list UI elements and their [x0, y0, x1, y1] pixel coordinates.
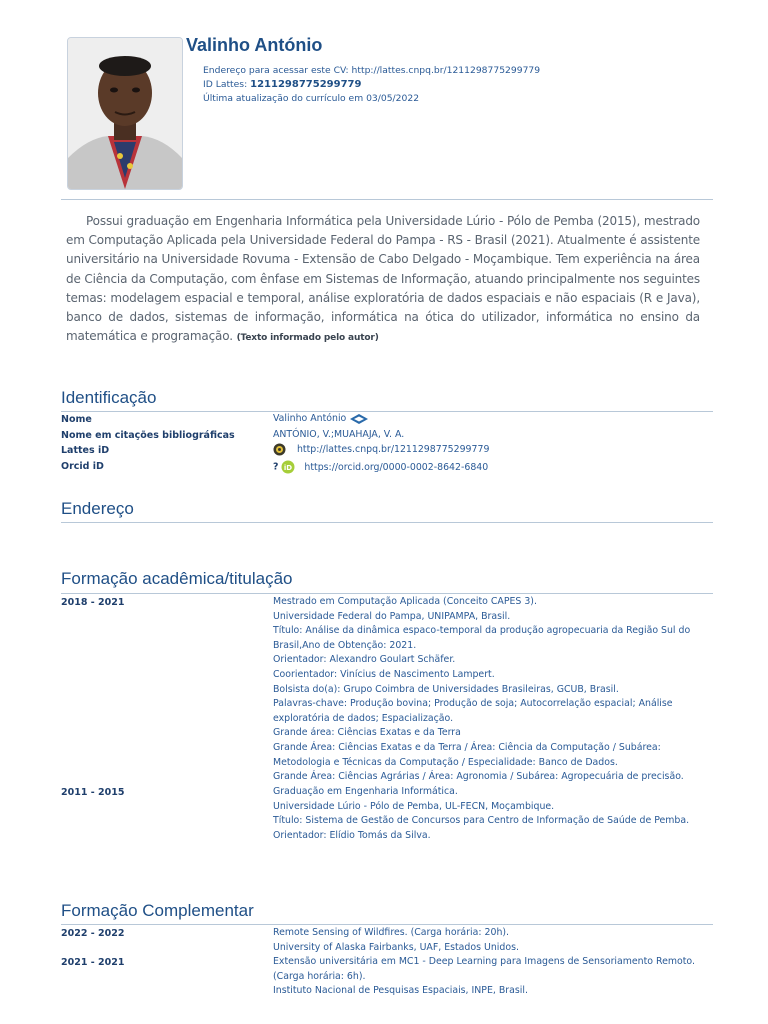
label-orcid-id: Orcid iD	[61, 461, 104, 472]
complementar-entry	[273, 955, 713, 999]
section-title-identificacao: Identificação	[61, 388, 157, 407]
section-title-complementar: Formação Complementar	[61, 901, 254, 920]
last-update: Última atualização do currículo em 03/05/2022	[203, 93, 420, 104]
complementar-line: (Carga horária: 6h).	[273, 970, 366, 982]
person-portrait-image	[68, 38, 182, 189]
formacao-line: Grande Área: Ciências Agrárias / Área: Agronomia / Subárea: Agropecuária de precisão.	[273, 771, 684, 783]
complementar-period: 2021 - 2021	[61, 957, 125, 968]
section-divider	[61, 924, 713, 925]
lattes-id-label: ID Lattes:	[203, 79, 251, 90]
profile-name: Valinho António	[186, 35, 323, 55]
value-citacoes: ANTÓNIO, V.;MUAHAJA, V. A.	[273, 429, 405, 440]
formacao-line: Título: Análise da dinâmica espaco-temporal da produção agropecuaria da Região Sul do	[273, 625, 691, 637]
formacao-line: Grande Área: Ciências Exatas e da Terra / Área: Ciência da Computação / Subárea:	[273, 741, 661, 753]
lattes-logo-icon	[273, 443, 286, 456]
formacao-line: Brasil,Ano de Obtenção: 2021.	[273, 639, 417, 651]
cnpq-logo-icon	[349, 413, 369, 425]
complementar-line: Extensão universitária em MC1 - Deep Learning para Imagens de Sensoriamento Remoto.	[273, 956, 695, 967]
complementar-line: Instituto Nacional de Pesquisas Espaciais, INPE, Brasil.	[273, 985, 528, 997]
section-divider	[61, 593, 713, 594]
cv-address-link[interactable]: Endereço para acessar este CV: http://lattes.cnpq.br/1211298775299779	[203, 65, 541, 76]
section-title-formacao: Formação acadêmica/titulação	[61, 569, 293, 588]
orcid-prefix: ?	[273, 461, 279, 473]
resumo-author-tag: (Texto informado pelo autor)	[236, 333, 379, 344]
formacao-line: Orientador: Elídio Tomás da Silva.	[273, 829, 431, 841]
formacao-entry	[273, 595, 713, 785]
section-divider	[61, 522, 713, 523]
label-nome: Nome	[61, 414, 92, 425]
formacao-line: Graduação em Engenharia Informática.	[273, 786, 458, 797]
cv-meta	[203, 64, 540, 106]
formacao-line: exploratória de dados; Espacialização.	[273, 712, 454, 724]
complementar-line: Remote Sensing of Wildfires. (Carga horária: 20h).	[273, 927, 510, 938]
formacao-line: Universidade Lúrio - Pólo de Pemba, UL-FECN, Moçambique.	[273, 800, 555, 812]
formacao-line: Título: Sistema de Gestão de Concursos para Centro de Informação de Saúde de Pemba.	[273, 815, 690, 827]
formacao-line: Palavras-chave: Produção bovina; Produção de soja; Autocorrelação espacial; Análise	[273, 698, 673, 710]
value-nome-text: Valinho António	[273, 413, 347, 424]
label-lattes-id: Lattes iD	[61, 445, 110, 456]
resumo-text: Possui graduação em Engenharia Informática pela Universidade Lúrio - Pólo de Pemba (2015), mestrado em Computação Aplicada pela Universidade Federal do Pampa - RS - Brasil (2021). Atualmente é assistente universitário na Universidade Rovuma - Extensão de Cabo Delgado - Moçambique. Tem experiência na área de Ciência da Computação, com ênfase em Sistemas de Informação, atuando principalmente nos seguintes temas: modelagem espacial e temporal, análise exploratória de dados espaciais e não espaciais (R e Java), banco de dados, sistemas de informação, informática na ótica do utilizador, informática no ensino da matemática e programação.	[66, 214, 700, 344]
lattes-id-line	[203, 78, 540, 92]
resumo-paragraph	[66, 212, 700, 348]
lattes-id-value: 1211298775299779	[250, 79, 362, 90]
formacao-line: Bolsista do(a): Grupo Coimbra de Universidades Brasileiras, GCUB, Brasil.	[273, 683, 619, 695]
formacao-line: Orientador: Alexandro Goulart Schäfer.	[273, 654, 456, 666]
formacao-period: 2011 - 2015	[61, 787, 125, 798]
value-orcid-id	[273, 460, 713, 475]
formacao-period: 2018 - 2021	[61, 597, 125, 608]
value-lattes-id	[273, 443, 713, 458]
profile-photo	[67, 37, 183, 190]
orcid-logo-icon	[281, 460, 295, 474]
section-title-endereco: Endereço	[61, 499, 134, 518]
header-divider	[61, 199, 713, 200]
formacao-line: Universidade Federal do Pampa, UNIPAMPA, Brasil.	[273, 610, 511, 622]
formacao-line: Mestrado em Computação Aplicada (Conceito CAPES 3).	[273, 596, 537, 607]
complementar-entry	[273, 926, 713, 955]
svg-text:iD: iD	[284, 464, 293, 472]
value-nome	[273, 412, 713, 427]
orcid-link[interactable]: https://orcid.org/0000-0002-8642-6840	[304, 461, 489, 473]
formacao-line: Coorientador: Vinícius de Nascimento Lampert.	[273, 668, 495, 680]
label-citacoes: Nome em citações bibliográficas	[61, 430, 235, 441]
formacao-line: Metodologia e Técnicas da Computação / Especialidade: Banco de Dados.	[273, 756, 618, 768]
formacao-line: Grande área: Ciências Exatas e da Terra	[273, 727, 461, 739]
complementar-period: 2022 - 2022	[61, 928, 125, 939]
formacao-entry	[273, 785, 713, 843]
complementar-line: University of Alaska Fairbanks, UAF, Estados Unidos.	[273, 941, 519, 953]
lattes-id-link[interactable]: http://lattes.cnpq.br/1211298775299779	[296, 444, 490, 455]
